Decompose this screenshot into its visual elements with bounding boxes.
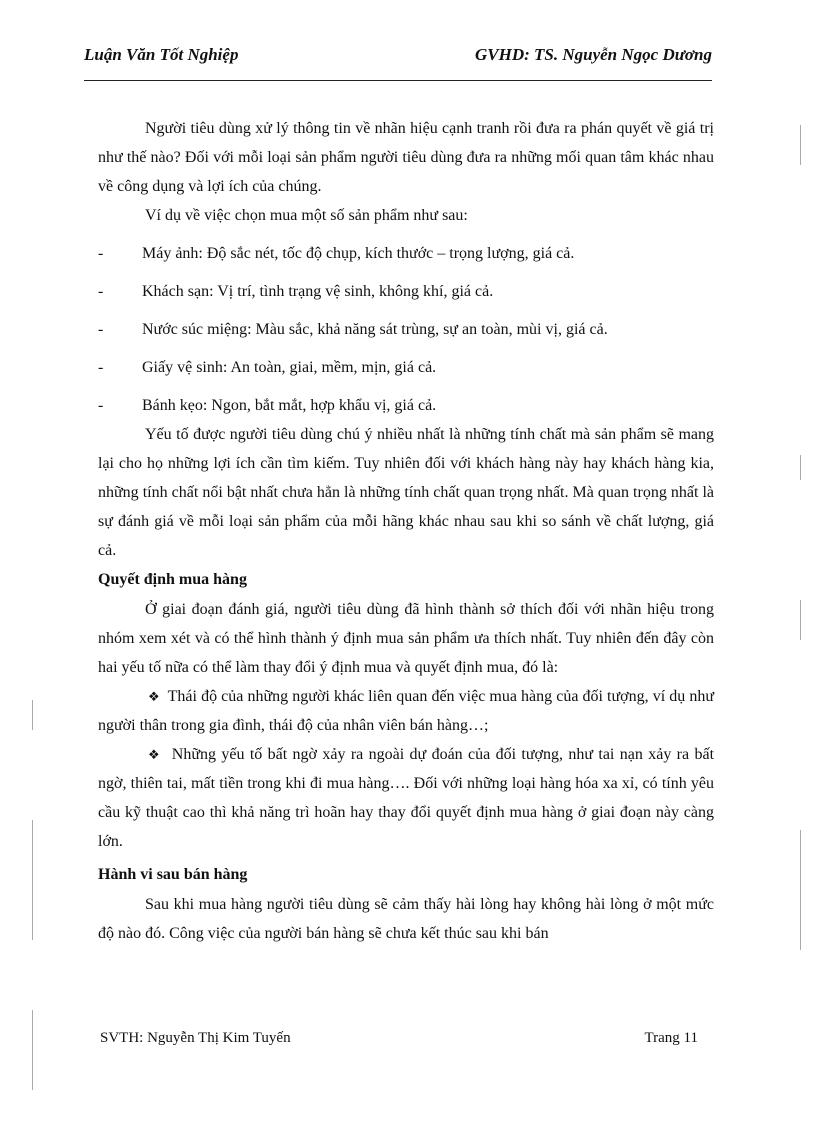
list-item: - Giấy vệ sinh: An toàn, giai, mềm, mịn, giá cả. bbox=[98, 359, 437, 376]
page-header bbox=[84, 40, 712, 81]
examples-list bbox=[98, 239, 714, 420]
section-heading-purchase-decision: Quyết định mua hàng bbox=[98, 571, 247, 588]
header-thesis-title: Luận Văn Tốt Nghiệp bbox=[84, 45, 239, 64]
list-item: ❖ Những yếu tố bất ngờ xảy ra ngoài dự đoán của đối tượng, như tai nạn xảy ra bất ngờ, thiên tai, mất tiền trong khi đi mua hàng…. Đối với những loại hàng hóa xa xỉ, có tính yêu cầu kỹ thuật cao thì khả năng trì hoãn hay thay đổi quyết định mua hàng ở giai đoạn này càng lớn. bbox=[98, 746, 715, 850]
section-heading-post-purchase: Hành vi sau bán hàng bbox=[98, 866, 248, 883]
scan-artifact bbox=[800, 455, 801, 480]
list-item: ❖ Thái độ của những người khác liên quan đến việc mua hàng của đối tượng, ví dụ như người thân trong gia đình, thái độ của nhân viên bán hàng…; bbox=[98, 688, 715, 734]
scan-artifact bbox=[800, 125, 801, 165]
examples-intro: Ví dụ về việc chọn mua một số sản phẩm như sau: bbox=[145, 207, 468, 224]
intro-paragraph: Người tiêu dùng xử lý thông tin về nhãn hiệu cạnh tranh rồi đưa ra phán quyết về giá trị như thế nào? Đối với mỗi loại sản phẩm người tiêu dùng đưa ra những mối quan tâm khác nhau về công dụng và lợi ích của chúng. bbox=[98, 120, 714, 195]
scan-artifact bbox=[32, 700, 33, 730]
page-number: Trang 11 bbox=[644, 1030, 698, 1046]
factor-paragraph: Yếu tố được người tiêu dùng chú ý nhiều nhất là những tính chất mà sản phẩm sẽ mang lại cho họ những lợi ích cần tìm kiếm. Tuy nhiên đối với khách hàng này hay khách hàng kia, những tính chất nổi bật nhất chưa hẳn là những tính chất quan trọng nhất. Mà quan trọng nhất là sự đánh giá về mỗi loại sản phẩm của mỗi hãng khác nhau sau khi so sánh về chất lượng, giá cả. bbox=[98, 426, 714, 559]
scan-artifact bbox=[32, 1010, 33, 1090]
scan-artifact bbox=[800, 600, 801, 640]
footer-student: SVTH: Nguyễn Thị Kim Tuyến bbox=[100, 1030, 291, 1046]
list-item: - Máy ảnh: Độ sắc nét, tốc độ chụp, kích thước – trọng lượng, giá cả. bbox=[98, 245, 575, 262]
list-item: - Bánh kẹo: Ngon, bắt mắt, hợp khẩu vị, giá cả. bbox=[98, 397, 437, 414]
scan-artifact bbox=[32, 820, 33, 940]
scan-artifact bbox=[800, 830, 801, 950]
list-item: - Nước súc miệng: Màu sắc, khả năng sát trùng, sự an toàn, mùi vị, giá cả. bbox=[98, 321, 608, 338]
post-purchase-paragraph: Sau khi mua hàng người tiêu dùng sẽ cảm thấy hài lòng hay không hài lòng ở một mức độ nào đó. Công việc của người bán hàng sẽ chưa kết thúc sau khi bán bbox=[98, 896, 714, 942]
purchase-paragraph: Ở giai đoạn đánh giá, người tiêu dùng đã hình thành sở thích đối với nhãn hiệu trong nhóm xem xét và có thể hình thành ý định mua sản phẩm ưa thích nhất. Tuy nhiên đến đây còn hai yếu tố nữa có thể làm thay đổi ý định mua và quyết định mua, đó là: bbox=[98, 601, 714, 676]
header-advisor: GVHD: TS. Nguyễn Ngọc Dương bbox=[474, 45, 712, 64]
list-item: - Khách sạn: Vị trí, tình trạng vệ sinh, không khí, giá cả. bbox=[98, 283, 494, 300]
page-body bbox=[98, 114, 714, 948]
diamond-bullet-icon: ❖ bbox=[148, 747, 162, 762]
diamond-bullet-icon: ❖ bbox=[148, 689, 160, 704]
